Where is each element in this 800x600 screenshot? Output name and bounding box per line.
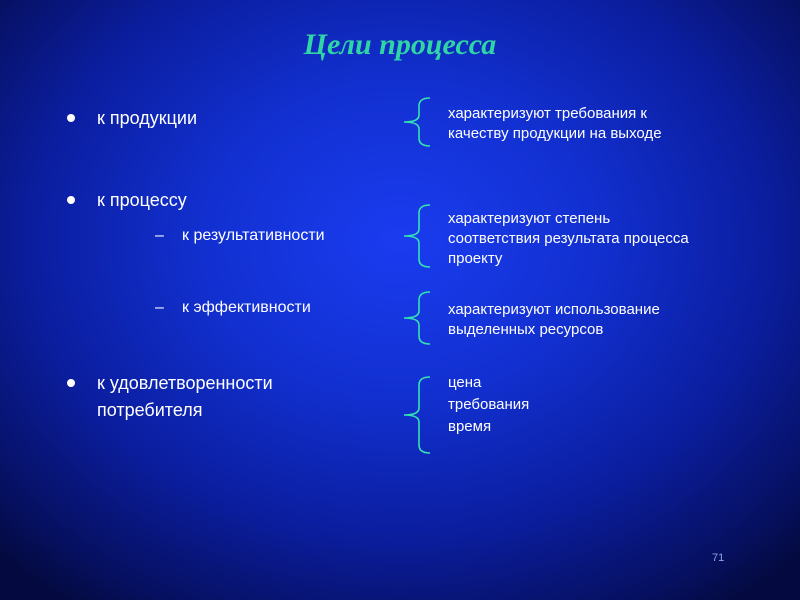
brace-icon [398,203,434,269]
note-line: время [448,418,492,435]
note-satisfaction [448,372,529,438]
item-satisfaction-line2: потребителя [97,400,203,420]
note-line: цена [448,374,482,391]
note-line: проекту [448,250,503,267]
dash-icon: – [155,299,164,316]
note-product [448,104,662,144]
subitem-efficiency: к эффективности [182,299,311,316]
note-line: характеризуют степень [448,210,611,227]
brace-icon [398,96,434,148]
bullet-icon [67,379,75,387]
bullet-icon [67,114,75,122]
slide-title: Цели процесса [303,28,497,61]
item-process: к процессу [97,190,187,210]
note-efficiency [448,300,660,340]
page-number: 71 [712,552,725,564]
note-line: качеству продукции на выходе [448,125,662,142]
note-line: выделенных ресурсов [448,321,604,338]
note-line: характеризуют требования к [448,105,647,122]
item-satisfaction-line1: к удовлетворенности [97,373,273,393]
brace-icon [398,290,434,346]
brace-icon [398,375,434,455]
dash-icon: – [155,227,164,244]
item-product: к продукции [97,108,198,128]
subitem-effectiveness: к результативности [182,227,325,244]
note-effectiveness [448,209,689,269]
note-line: требования [448,396,530,413]
bullet-icon [67,196,75,204]
note-line: характеризуют использование [448,301,660,318]
note-line: соответствия результата процесса [448,230,689,247]
